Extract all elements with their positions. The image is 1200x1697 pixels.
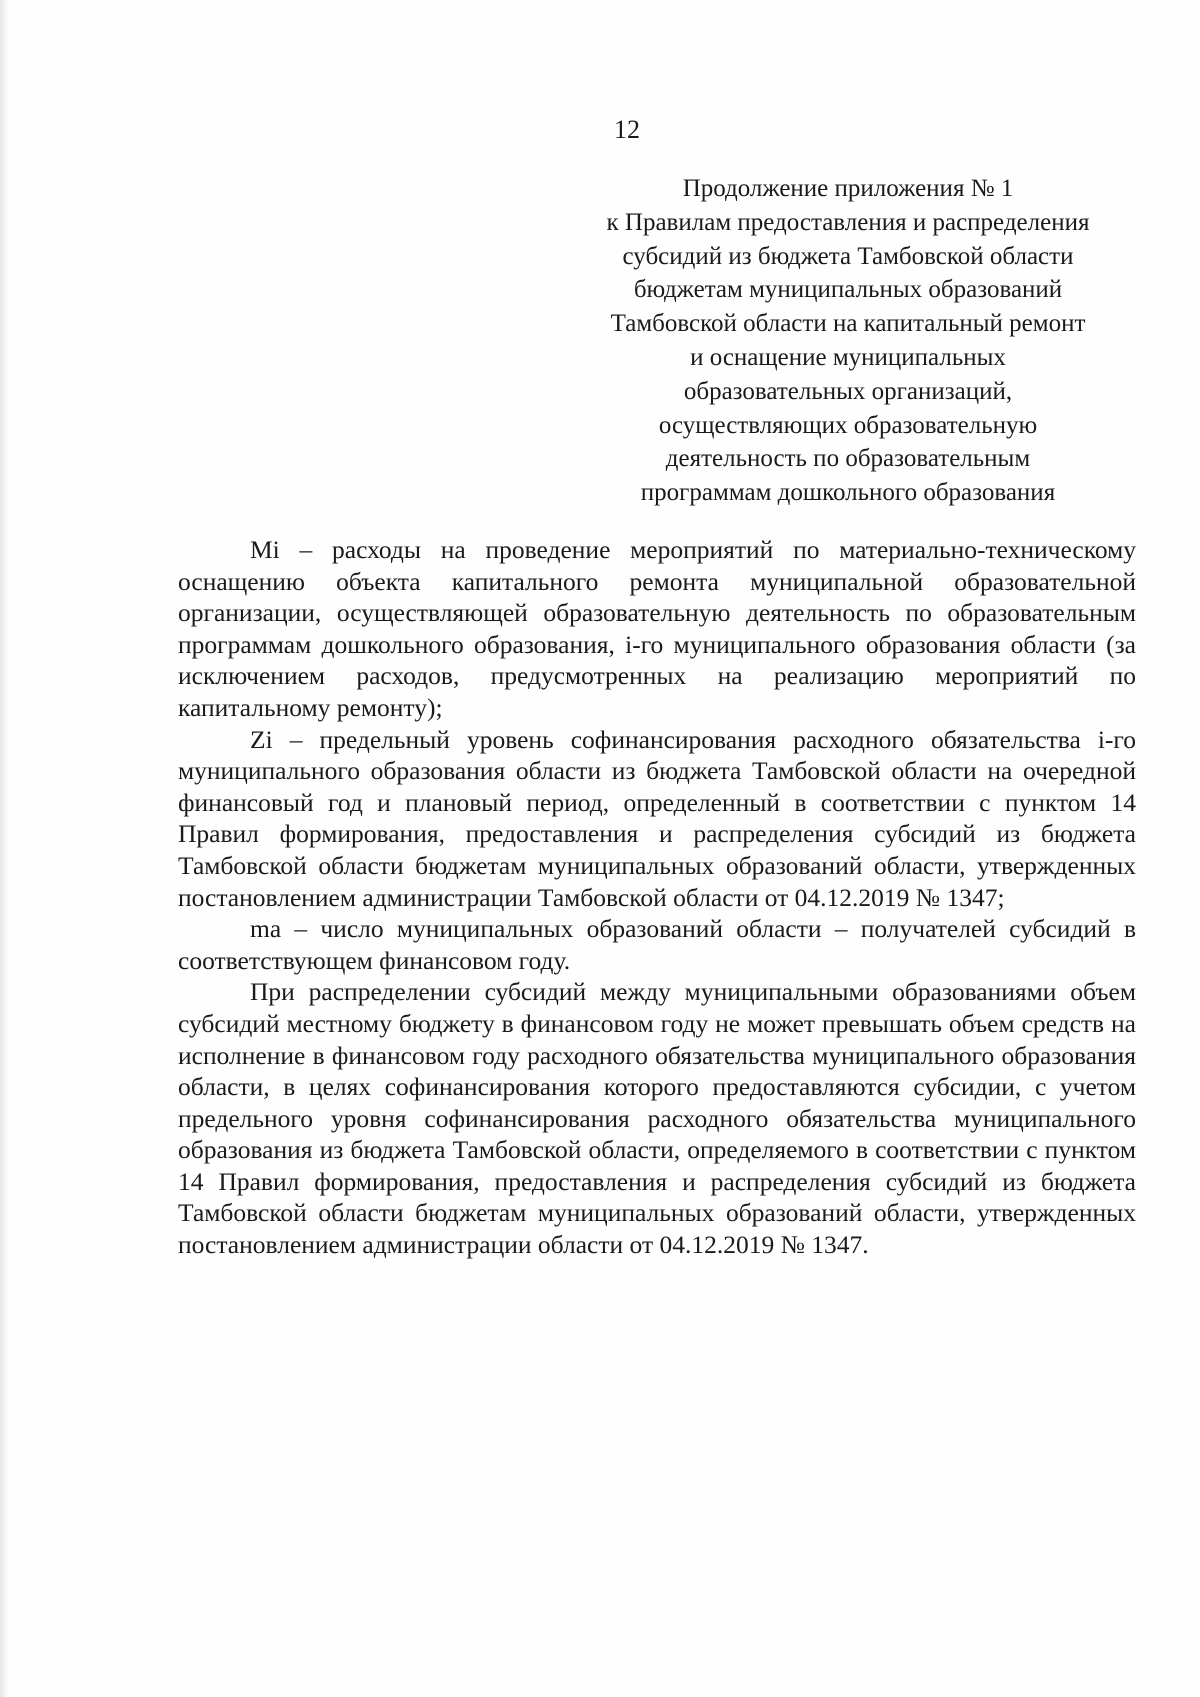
- appendix-header-line: и оснащение муниципальных: [690, 343, 1006, 371]
- distribution-rule-paragraph: При распределении субсидий между муниципальными образованиями объем субсидий местному бюджету в финансовом году не может превышать объем средств на исполнение в финансовом году расходного обязательства муниципального образования области, в целях софинансирования которого предоставляются субсидии, с учетом предельного уровня софинансирования расходного обязательства муниципального образования из бюджета Тамбовской области, определяемого в соответствии с пунктом 14 Правил формирования, предоставления и распределения субсидий из бюджета Тамбовской области бюджетам муниципальных образований области, утвержденных постановлением администрации области от 04.12.2019 № 1347.: [178, 977, 1136, 1260]
- page-number: 12: [614, 115, 640, 144]
- definition-ma-paragraph: ma – число муниципальных образований области – получателей субсидий в соответствующем финансовом году.: [178, 914, 1136, 975]
- definition-mi-paragraph: Mi – расходы на проведение мероприятий по материально-техническому оснащению объекта капитального ремонта муниципальной образовательной организации, осуществляющей образовательную деятельность по образовательным программам дошкольного образования, i-го муниципального образования области (за исключением расходов, предусмотренных на реализацию мероприятий по капитальному ремонту);: [178, 535, 1136, 722]
- appendix-header-line: к Правилам предоставления и распределения: [606, 208, 1090, 236]
- appendix-header: [578, 172, 1118, 510]
- document-body: [178, 534, 1136, 1261]
- appendix-header-line: Продолжение приложения № 1: [682, 175, 1014, 202]
- appendix-header-line: осуществляющих образовательную: [658, 411, 1038, 439]
- appendix-header-line: деятельность по образовательным: [665, 445, 1031, 473]
- appendix-header-line: бюджетам муниципальных образований: [633, 276, 1063, 304]
- definition-zi-paragraph: Zi – предельный уровень софинансирования расходного обязательства i-го муниципального образования области из бюджета Тамбовской области на очередной финансовый год и плановый период, определенный в соответствии с пунктом 14 Правил формирования, предоставления и распределения субсидий из бюджета Тамбовской области бюджетам муниципальных образований области, утвержденных постановлением администрации Тамбовской области от 04.12.2019 № 1347;: [178, 724, 1136, 912]
- appendix-header-line: образовательных организаций,: [683, 377, 1013, 405]
- scan-edge-shadow: [0, 0, 8, 1697]
- appendix-header-line: субсидий из бюджета Тамбовской области: [622, 242, 1074, 270]
- appendix-header-line: программам дошкольного образования: [640, 479, 1056, 507]
- appendix-header-line: Тамбовской области на капитальный ремонт: [610, 310, 1086, 338]
